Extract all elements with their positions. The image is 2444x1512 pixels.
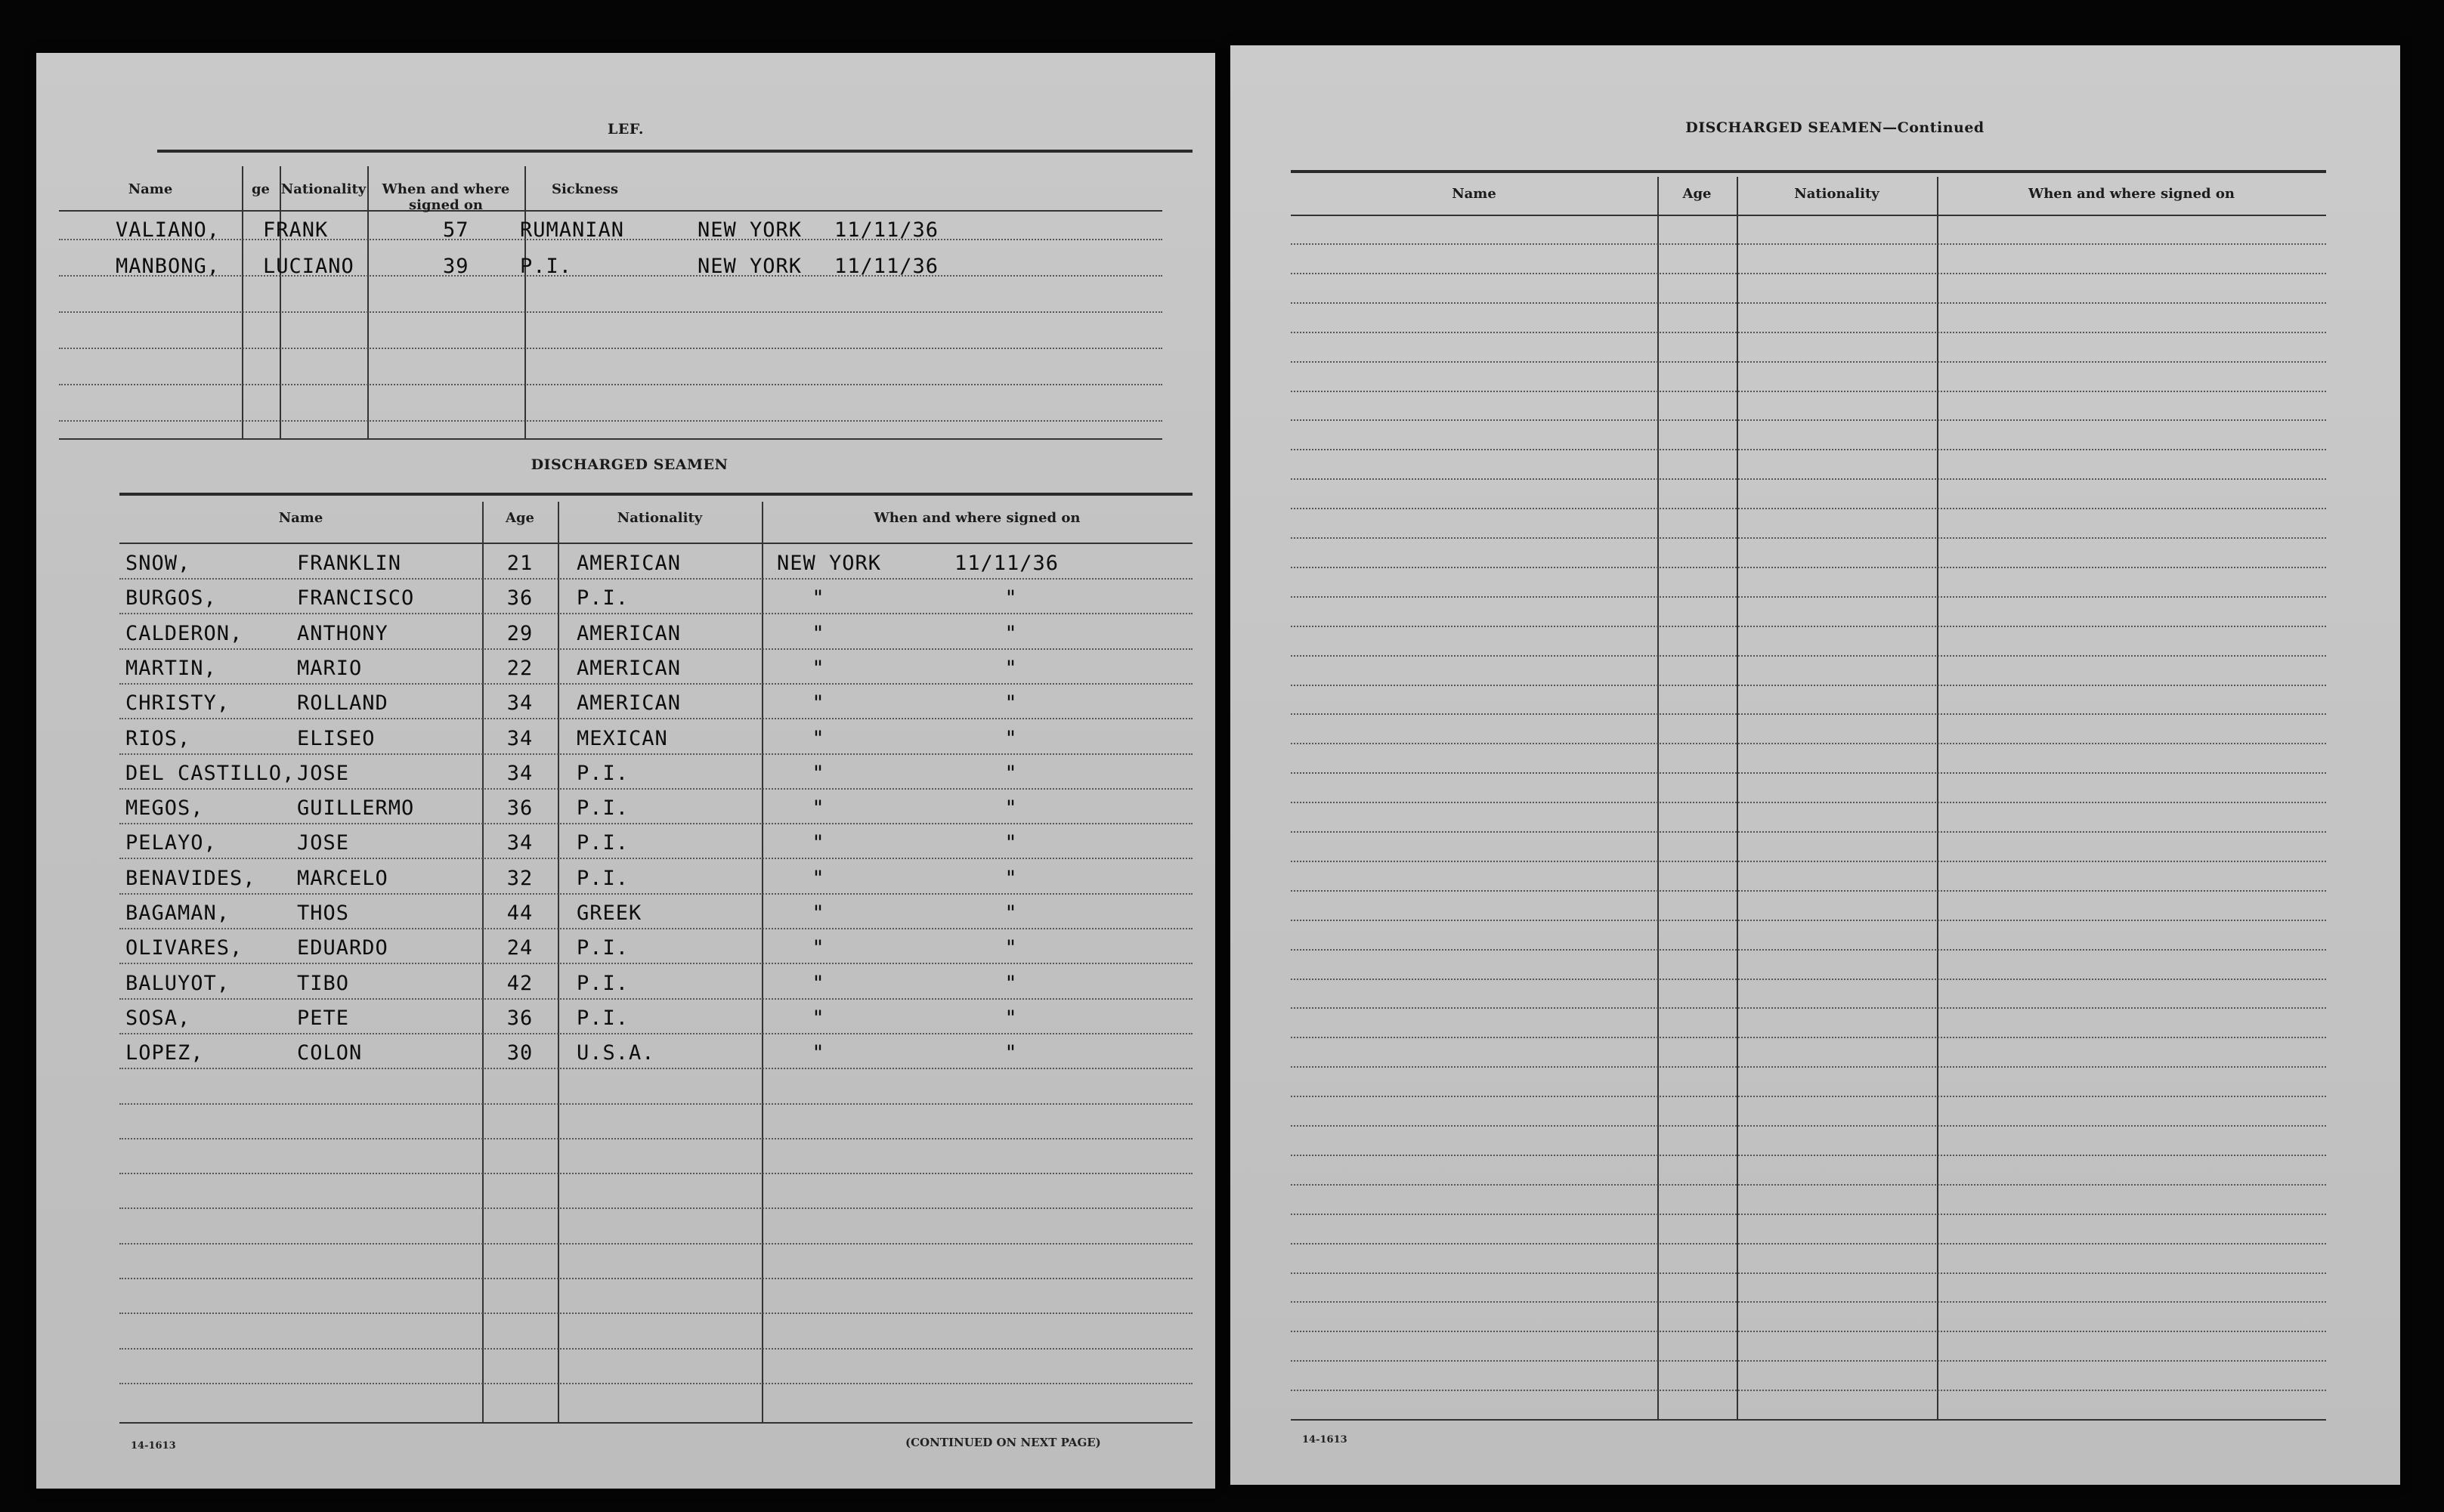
- right-top-rule: [1291, 170, 2326, 173]
- disc-row-surname: SOSA,: [125, 1006, 191, 1030]
- top-row-rule: [59, 348, 1162, 349]
- disc-row-rule: [119, 1383, 1193, 1384]
- disc-row-place: ": [812, 586, 825, 610]
- right-row-rule: [1291, 243, 2326, 245]
- disc-row-age: 22: [506, 657, 534, 680]
- disc-col-divider: [482, 502, 484, 1422]
- disc-row-nationality: MEXICAN: [577, 727, 668, 750]
- top-row-nationality: RUMANIAN: [520, 218, 625, 242]
- right-row-rule: [1291, 1037, 2326, 1038]
- right-col-divider: [1657, 177, 1659, 1419]
- disc-row-place: ": [812, 762, 825, 785]
- disc-header-3: When and where signed on: [874, 510, 1081, 526]
- disc-row-surname: MARTIN,: [125, 657, 217, 680]
- right-row-rule: [1291, 449, 2326, 450]
- disc-row-age: 36: [506, 586, 534, 610]
- disc-row-age: 32: [506, 867, 534, 890]
- disc-row-nationality: AMERICAN: [577, 691, 682, 715]
- disc-row-rule: [119, 893, 1193, 895]
- right-row-rule: [1291, 802, 2326, 803]
- disc-row-place: ": [812, 622, 825, 645]
- right-row-rule: [1291, 332, 2326, 333]
- disc-row-date: ": [1004, 762, 1018, 785]
- right-row-rule: [1291, 1272, 2326, 1274]
- disc-row-given: PETE: [297, 1006, 350, 1030]
- right-row-rule: [1291, 419, 2326, 421]
- disc-row-place: ": [812, 1041, 825, 1065]
- right-row-rule: [1291, 302, 2326, 304]
- right-row-rule: [1291, 1125, 2326, 1127]
- top-row-surname: MANBONG,: [116, 255, 221, 278]
- right-row-rule: [1291, 391, 2326, 392]
- right-row-rule: [1291, 713, 2326, 715]
- disc-row-surname: BALUYOT,: [125, 972, 230, 995]
- top-row-age: 39: [443, 255, 469, 278]
- disc-row-rule: [119, 1068, 1193, 1069]
- right-col-divider: [1737, 177, 1738, 1419]
- disc-row-rule: [119, 928, 1193, 929]
- disc-row-surname: CHRISTY,: [125, 691, 230, 715]
- disc-row-place: ": [812, 901, 825, 925]
- disc-row-given: THOS: [297, 901, 350, 925]
- disc-row-date: ": [1004, 901, 1018, 925]
- right-header-rule: [1291, 215, 2326, 216]
- disc-row-rule: [119, 858, 1193, 859]
- disc-row-age: 30: [506, 1041, 534, 1065]
- disc-row-date: ": [1004, 1041, 1018, 1065]
- disc-row-surname: MEGOS,: [125, 796, 204, 820]
- right-row-rule: [1291, 537, 2326, 539]
- disc-row-nationality: U.S.A.: [577, 1041, 655, 1065]
- disc-row-rule: [119, 648, 1193, 650]
- disc-row-date: ": [1004, 796, 1018, 820]
- right-row-rule: [1291, 273, 2326, 274]
- disc-row-rule: [119, 1103, 1193, 1105]
- right-row-rule: [1291, 596, 2326, 598]
- right-row-rule: [1291, 1155, 2326, 1156]
- disc-row-nationality: P.I.: [577, 762, 630, 785]
- disc-row-nationality: P.I.: [577, 1006, 630, 1030]
- disc-row-date: ": [1004, 831, 1018, 855]
- disc-col-divider: [762, 502, 763, 1422]
- right-row-rule: [1291, 772, 2326, 774]
- right-row-rule: [1291, 1243, 2326, 1245]
- disc-row-place: ": [812, 867, 825, 890]
- top-rule: [157, 150, 1193, 153]
- disc-header-rule: [119, 543, 1193, 544]
- disc-row-given: ROLLAND: [297, 691, 388, 715]
- top-header-4: Sickness: [551, 181, 619, 197]
- disc-row-given: JOSE: [297, 831, 350, 855]
- right-row-rule: [1291, 920, 2326, 921]
- right-header-2: Nationality: [1794, 186, 1879, 202]
- top-table-bottom-rule: [59, 438, 1162, 440]
- left-page: [36, 53, 1215, 1489]
- right-row-rule: [1291, 626, 2326, 627]
- disc-col-divider: [558, 502, 559, 1422]
- disc-row-date: ": [1004, 622, 1018, 645]
- disc-row-rule: [119, 998, 1193, 1000]
- disc-row-rule: [119, 823, 1193, 824]
- disc-row-rule: [119, 1278, 1193, 1279]
- top-row-given: FRANK: [263, 218, 329, 242]
- top-col-divider: [367, 166, 369, 438]
- disc-row-given: MARIO: [297, 657, 363, 680]
- top-col-divider: [242, 166, 243, 438]
- disc-row-place: ": [812, 796, 825, 820]
- right-form-number: 14-1613: [1302, 1434, 1347, 1446]
- top-header-3: When and where signed on: [382, 181, 510, 213]
- disc-row-surname: OLIVARES,: [125, 936, 243, 960]
- disc-row-date: ": [1004, 657, 1018, 680]
- disc-row-nationality: P.I.: [577, 831, 630, 855]
- disc-row-surname: RIOS,: [125, 727, 191, 750]
- top-row-surname: VALIANO,: [116, 218, 221, 242]
- right-row-rule: [1291, 685, 2326, 686]
- disc-row-rule: [119, 1033, 1193, 1034]
- form-number: 14-1613: [131, 1440, 176, 1452]
- right-row-rule: [1291, 508, 2326, 509]
- disc-row-date: ": [1004, 691, 1018, 715]
- disc-row-rule: [119, 683, 1193, 685]
- top-row-age: 57: [443, 218, 469, 242]
- right-row-rule: [1291, 1184, 2326, 1186]
- disc-row-given: ELISEO: [297, 727, 376, 750]
- right-bottom-rule: [1291, 1419, 2326, 1421]
- disc-header-0: Name: [278, 510, 323, 526]
- disc-row-given: ANTHONY: [297, 622, 388, 645]
- disc-row-age: 34: [506, 727, 534, 750]
- disc-row-nationality: P.I.: [577, 867, 630, 890]
- disc-row-place: ": [812, 657, 825, 680]
- disc-row-given: FRANKLIN: [297, 552, 402, 575]
- disc-row-age: 44: [506, 901, 534, 925]
- disc-row-surname: DEL CASTILLO,: [125, 762, 295, 785]
- disc-row-nationality: GREEK: [577, 901, 642, 925]
- top-row-place: NEW YORK: [698, 255, 803, 278]
- disc-row-place: ": [812, 727, 825, 750]
- disc-row-nationality: P.I.: [577, 796, 630, 820]
- top-header-2: Nationality: [280, 181, 367, 197]
- top-col-divider: [524, 166, 526, 438]
- disc-top-rule: [119, 493, 1193, 496]
- disc-row-rule: [119, 613, 1193, 614]
- disc-row-given: GUILLERMO: [297, 796, 415, 820]
- disc-row-rule: [119, 1348, 1193, 1350]
- right-row-rule: [1291, 1007, 2326, 1009]
- right-row-rule: [1291, 1390, 2326, 1391]
- disc-row-place: ": [812, 831, 825, 855]
- right-row-rule: [1291, 1214, 2326, 1215]
- disc-row-surname: BENAVIDES,: [125, 867, 256, 890]
- disc-row-nationality: AMERICAN: [577, 657, 682, 680]
- disc-row-rule: [119, 1313, 1193, 1314]
- disc-row-age: 34: [506, 762, 534, 785]
- top-row-place: NEW YORK: [698, 218, 803, 242]
- right-col-divider: [1937, 177, 1938, 1419]
- disc-row-surname: LOPEZ,: [125, 1041, 204, 1065]
- right-row-rule: [1291, 567, 2326, 568]
- disc-row-rule: [119, 963, 1193, 964]
- right-row-rule: [1291, 861, 2326, 862]
- top-header-0: Name: [128, 181, 173, 197]
- disc-row-date: 11/11/36: [954, 552, 1060, 575]
- top-section-heading: LEF.: [607, 121, 645, 138]
- right-page: [1230, 45, 2400, 1485]
- disc-row-given: EDUARDO: [297, 936, 388, 960]
- disc-row-rule: [119, 753, 1193, 755]
- disc-row-date: ": [1004, 727, 1018, 750]
- disc-row-age: 34: [506, 831, 534, 855]
- disc-row-surname: CALDERON,: [125, 622, 243, 645]
- right-header-1: Age: [1682, 186, 1712, 202]
- top-table-header-rule: [59, 210, 1162, 212]
- top-row-rule: [59, 384, 1162, 385]
- disc-row-surname: BURGOS,: [125, 586, 217, 610]
- disc-row-rule: [119, 578, 1193, 580]
- right-row-rule: [1291, 890, 2326, 892]
- disc-row-rule: [119, 1207, 1193, 1209]
- disc-row-nationality: P.I.: [577, 586, 630, 610]
- disc-row-date: ": [1004, 586, 1018, 610]
- disc-row-nationality: P.I.: [577, 972, 630, 995]
- disc-row-age: 24: [506, 936, 534, 960]
- disc-row-nationality: AMERICAN: [577, 552, 682, 575]
- disc-row-given: MARCELO: [297, 867, 388, 890]
- right-row-rule: [1291, 1301, 2326, 1303]
- discharged-heading: DISCHARGED SEAMEN: [531, 456, 729, 473]
- right-row-rule: [1291, 949, 2326, 951]
- right-row-rule: [1291, 1066, 2326, 1068]
- disc-row-rule: [119, 1173, 1193, 1174]
- top-header-1: ge: [251, 181, 271, 197]
- disc-row-given: TIBO: [297, 972, 350, 995]
- disc-bottom-rule: [119, 1422, 1193, 1424]
- right-row-rule: [1291, 743, 2326, 744]
- top-row-date: 11/11/36: [834, 218, 939, 242]
- right-header-0: Name: [1452, 186, 1496, 202]
- right-row-rule: [1291, 1096, 2326, 1097]
- disc-row-date: ": [1004, 972, 1018, 995]
- disc-row-age: 29: [506, 622, 534, 645]
- disc-row-given: COLON: [297, 1041, 363, 1065]
- disc-row-place: ": [812, 972, 825, 995]
- top-row-nationality: P.I.: [520, 255, 573, 278]
- right-row-rule: [1291, 831, 2326, 833]
- top-row-rule: [59, 311, 1162, 313]
- disc-row-age: 21: [506, 552, 534, 575]
- disc-row-age: 34: [506, 691, 534, 715]
- top-row-rule: [59, 420, 1162, 422]
- disc-row-given: JOSE: [297, 762, 350, 785]
- disc-header-1: Age: [505, 510, 534, 526]
- disc-row-age: 36: [506, 796, 534, 820]
- disc-row-place: NEW YORK: [777, 552, 882, 575]
- disc-row-rule: [119, 1243, 1193, 1245]
- right-row-rule: [1291, 478, 2326, 480]
- right-header-3: When and where signed on: [2028, 186, 2235, 202]
- disc-row-age: 36: [506, 1006, 534, 1030]
- disc-row-place: ": [812, 691, 825, 715]
- disc-header-2: Nationality: [617, 510, 703, 526]
- disc-row-rule: [119, 718, 1193, 719]
- disc-row-date: ": [1004, 936, 1018, 960]
- right-heading: DISCHARGED SEAMEN—Continued: [1685, 119, 1985, 136]
- right-row-rule: [1291, 655, 2326, 657]
- disc-row-place: ": [812, 936, 825, 960]
- disc-row-rule: [119, 788, 1193, 790]
- continued-note: (CONTINUED ON NEXT PAGE): [905, 1436, 1101, 1449]
- disc-row-date: ": [1004, 1006, 1018, 1030]
- right-row-rule: [1291, 1331, 2326, 1332]
- disc-row-place: ": [812, 1006, 825, 1030]
- disc-row-surname: BAGAMAN,: [125, 901, 230, 925]
- disc-row-given: FRANCISCO: [297, 586, 415, 610]
- top-row-date: 11/11/36: [834, 255, 939, 278]
- top-row-given: LUCIANO: [263, 255, 354, 278]
- disc-row-age: 42: [506, 972, 534, 995]
- disc-row-surname: PELAYO,: [125, 831, 217, 855]
- disc-row-rule: [119, 1138, 1193, 1139]
- disc-row-nationality: AMERICAN: [577, 622, 682, 645]
- right-row-rule: [1291, 979, 2326, 980]
- top-row-rule: [59, 275, 1162, 277]
- disc-row-surname: SNOW,: [125, 552, 191, 575]
- top-col-divider: [280, 166, 281, 438]
- disc-row-nationality: P.I.: [577, 936, 630, 960]
- right-row-rule: [1291, 1360, 2326, 1362]
- disc-row-date: ": [1004, 867, 1018, 890]
- right-row-rule: [1291, 361, 2326, 363]
